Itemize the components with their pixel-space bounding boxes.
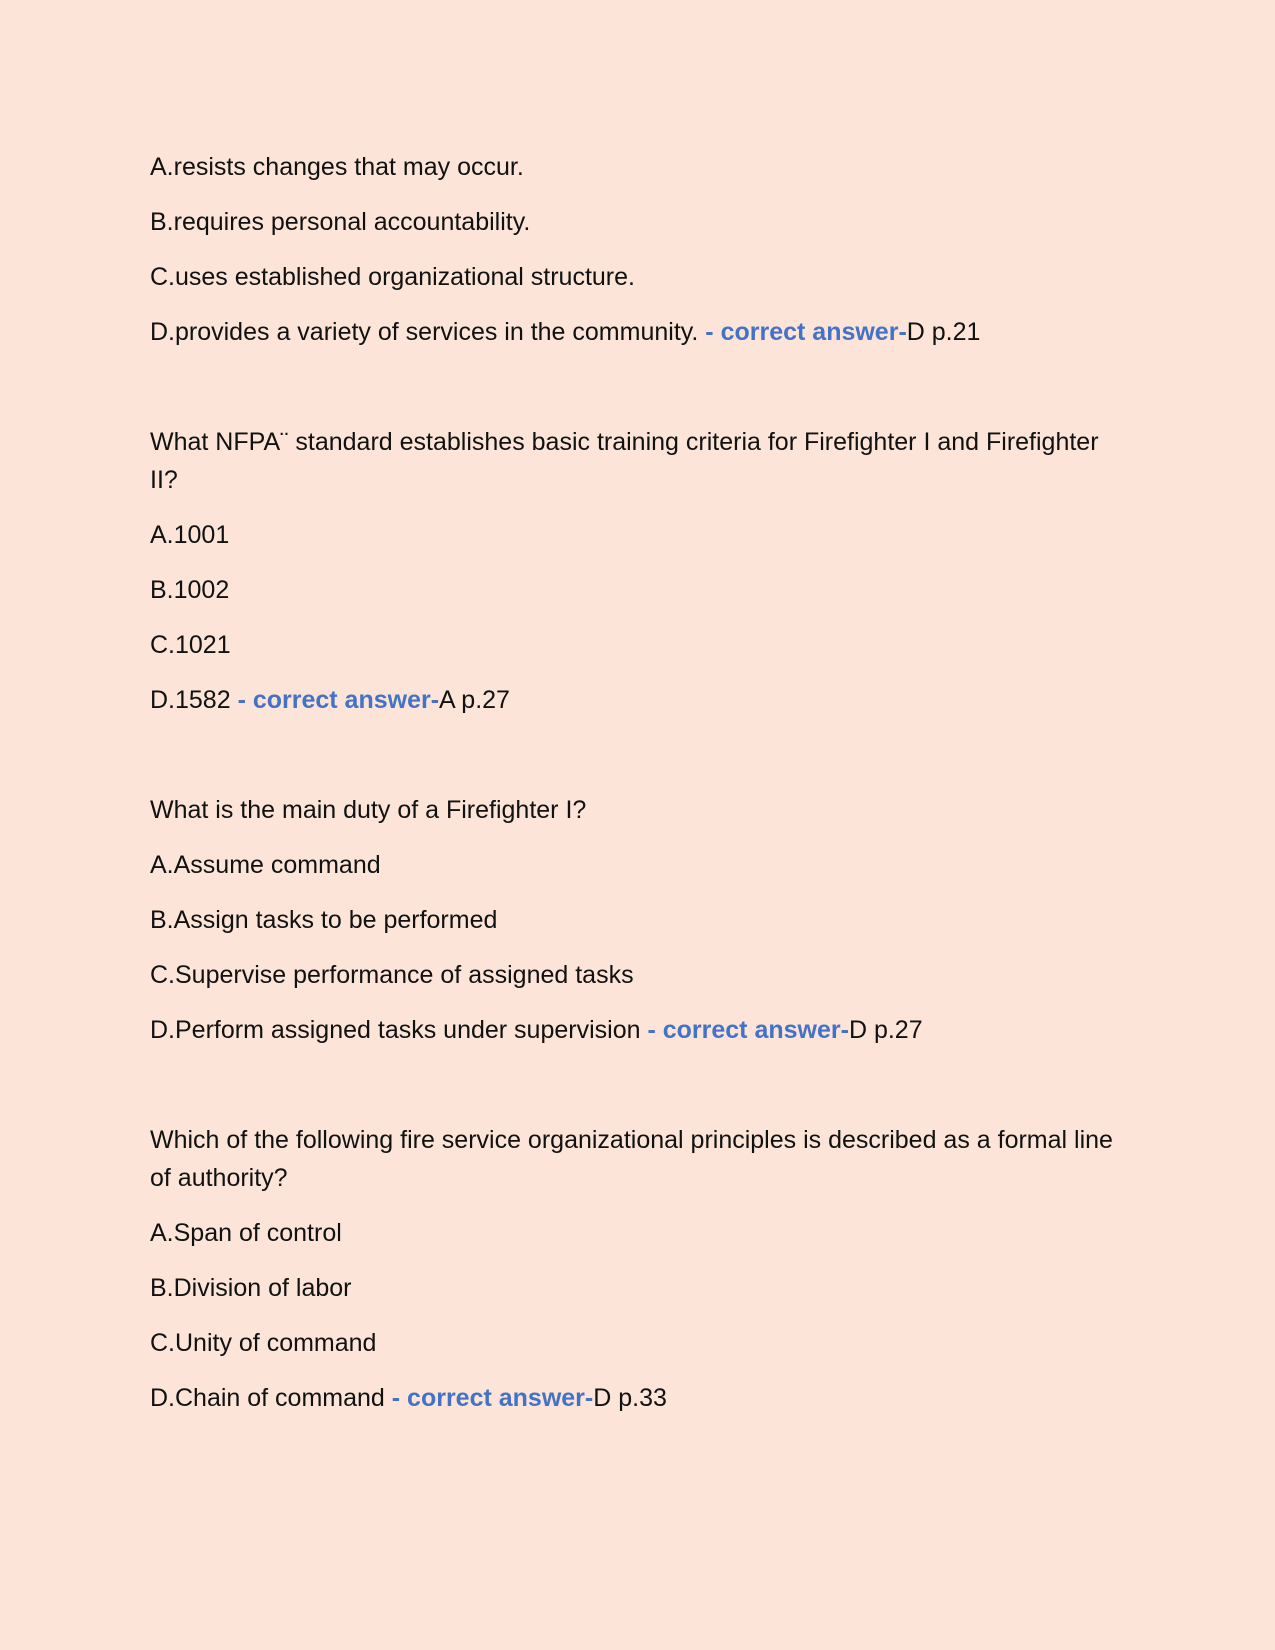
option-b: B.1002 (150, 576, 230, 604)
block-spacer (150, 736, 1130, 791)
option-c: C.Supervise performance of assigned tasks (150, 961, 634, 989)
question-block (150, 1121, 1130, 1417)
option-c: C.1021 (150, 631, 231, 659)
option-a: A.Assume command (150, 851, 381, 879)
correct-answer-marker: - correct answer- (230, 686, 440, 714)
option-a: A.1001 (150, 521, 230, 549)
block-spacer (150, 1066, 1130, 1121)
option-d: D.provides a variety of services in the community. (150, 318, 699, 346)
option-a: A.Span of control (150, 1219, 342, 1247)
quiz-page (150, 148, 1130, 1434)
question-text: Which of the following fire service organizational principles is described as a formal line of authority? (150, 1126, 1113, 1192)
option-b: B.Division of labor (150, 1274, 352, 1302)
option-c: C.Unity of command (150, 1329, 377, 1357)
answer-value: A p.27 (439, 686, 510, 714)
option-d: D.1582 (150, 686, 231, 714)
answer-value: D p.33 (593, 1384, 667, 1412)
option-c: C.uses established organizational structure. (150, 263, 635, 291)
correct-answer-marker: - correct answer- (384, 1384, 594, 1412)
question-block (150, 423, 1130, 719)
answer-value: D p.21 (906, 318, 981, 346)
correct-answer-marker: - correct answer- (640, 1016, 849, 1044)
option-b: B.Assign tasks to be performed (150, 906, 498, 934)
option-d: D.Chain of command (150, 1384, 385, 1412)
answer-value: D p.27 (848, 1016, 923, 1044)
option-d-with-answer (150, 313, 1130, 351)
option-d-with-answer (150, 1011, 1130, 1049)
question-block (150, 148, 1130, 351)
question-text: What is the main duty of a Firefighter I? (150, 796, 587, 824)
block-spacer (150, 368, 1130, 423)
option-d: D.Perform assigned tasks under supervision (150, 1016, 641, 1044)
correct-answer-marker: - correct answer- (698, 318, 907, 346)
question-block (150, 791, 1130, 1049)
option-a: A.resists changes that may occur. (150, 153, 524, 181)
question-text: What NFPA¨ standard establishes basic training criteria for Firefighter I and Firefighter II? (150, 428, 1099, 494)
option-d-with-answer (150, 1379, 1130, 1417)
option-b: B.requires personal accountability. (150, 208, 531, 236)
option-d-with-answer (150, 681, 1130, 719)
